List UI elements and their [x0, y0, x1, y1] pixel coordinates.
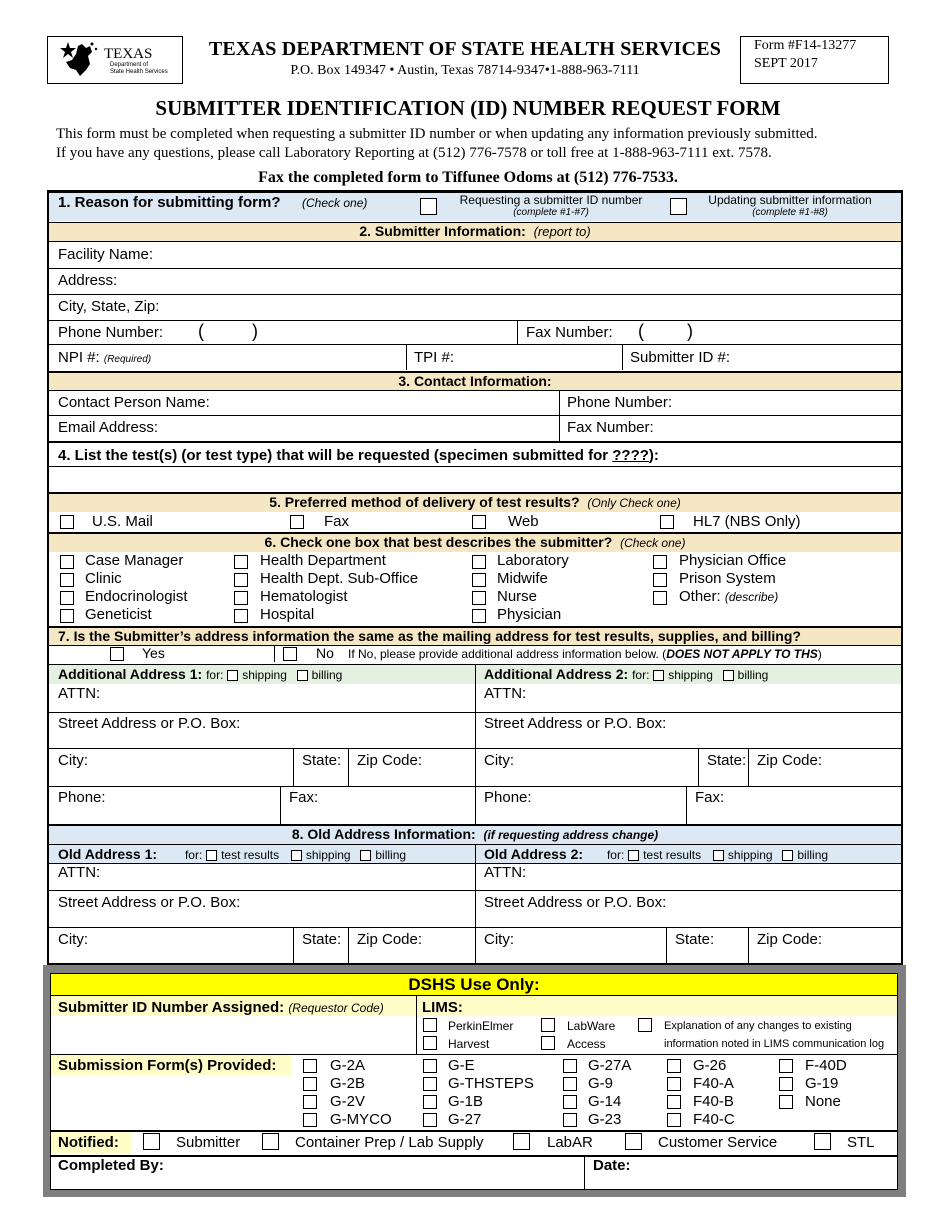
- type-health-dept-sub-checkbox[interactable]: [234, 573, 248, 587]
- addr2-zip-label: Zip Code:: [757, 752, 823, 769]
- type-health-dept-sub-label: Health Dept. Sub-Office: [260, 570, 419, 587]
- addr2-shipping-label: shipping: [668, 668, 713, 682]
- form-checkbox[interactable]: [303, 1059, 317, 1073]
- delivery-hl7-label: HL7 (NBS Only): [693, 513, 801, 530]
- section-4-title: [58, 447, 659, 464]
- old2-test-results-label: test results: [643, 848, 702, 862]
- divider: [49, 268, 901, 269]
- address-label: Address:: [58, 272, 118, 289]
- form-checkbox[interactable]: [667, 1095, 681, 1109]
- section-1-title: 1. Reason for submitting form?: [58, 194, 281, 211]
- old2-attn-label: ATTN:: [484, 864, 527, 881]
- type-hematologist-checkbox[interactable]: [234, 591, 248, 605]
- lims-explanation-line2: information noted in LIMS communication log: [664, 1038, 885, 1050]
- old2-shipping-checkbox[interactable]: [713, 850, 724, 861]
- notified-customer-service-checkbox[interactable]: [625, 1133, 642, 1150]
- divider: [293, 748, 294, 786]
- form-checkbox[interactable]: [303, 1077, 317, 1091]
- old2-title: [484, 846, 828, 862]
- addr1-for: for:: [206, 668, 224, 682]
- notified-stl-label: STL: [847, 1134, 875, 1151]
- phone-paren-open: (: [198, 321, 204, 341]
- divider: [49, 712, 901, 713]
- section-2-title: [49, 223, 901, 239]
- form-label: G-27: [448, 1111, 482, 1128]
- divider: [348, 748, 349, 786]
- addr1-shipping-label: shipping: [242, 668, 287, 682]
- section-2-note: (report to): [533, 224, 591, 239]
- old2-billing-checkbox[interactable]: [782, 850, 793, 861]
- same-address-no-note: [348, 647, 822, 661]
- form-label: G-19: [805, 1075, 839, 1092]
- addr1-city-label: City:: [58, 752, 88, 769]
- form-checkbox[interactable]: [303, 1113, 317, 1127]
- divider: [49, 415, 901, 416]
- same-address-no-label: No: [316, 645, 334, 661]
- same-address-no-checkbox[interactable]: [283, 647, 297, 661]
- divider: [49, 748, 901, 749]
- old1-billing-checkbox[interactable]: [360, 850, 371, 861]
- addr1-billing-checkbox[interactable]: [297, 670, 308, 681]
- contact-person-label: Contact Person Name:: [58, 394, 210, 411]
- form-label: G-E: [448, 1057, 475, 1074]
- old2-billing-label: billing: [797, 848, 829, 862]
- lims-label: LIMS:: [422, 999, 463, 1016]
- divider: [51, 1155, 897, 1157]
- type-other-label: [679, 588, 778, 605]
- form-label: G-2B: [330, 1075, 366, 1092]
- update-info-checkbox[interactable]: [670, 198, 687, 215]
- section-3-title: 3. Contact Information:: [398, 373, 552, 389]
- divider: [51, 1130, 897, 1132]
- divider: [49, 441, 901, 443]
- assigned-note: (Requestor Code): [288, 1001, 384, 1015]
- addr1-phone-label: Phone:: [58, 789, 106, 806]
- divider: [748, 927, 749, 964]
- intro-line-1: This form must be completed when requesting a submitter ID number or when updating any information previously submitted.: [56, 126, 818, 142]
- section-8-title-text: 8. Old Address Information:: [291, 826, 476, 842]
- divider: [293, 927, 294, 964]
- city-state-zip-label: City, State, Zip:: [58, 298, 160, 315]
- update-info-note: (complete #1-#8): [752, 207, 828, 218]
- addr2-phone-label: Phone:: [484, 789, 532, 806]
- form-label: G-26: [693, 1057, 727, 1074]
- form-checkbox[interactable]: [303, 1095, 317, 1109]
- divider: [698, 748, 699, 786]
- addr1-title-text: Additional Address 1:: [58, 666, 203, 682]
- divider: [274, 646, 275, 662]
- npi-label: [58, 349, 151, 366]
- divider: [475, 664, 476, 824]
- old2-street-label: Street Address or P.O. Box:: [484, 894, 667, 911]
- form-label: G-2A: [330, 1057, 366, 1074]
- notified-submitter-label: Submitter: [176, 1134, 241, 1151]
- lims-access-checkbox[interactable]: [541, 1036, 555, 1050]
- form-checkbox[interactable]: [563, 1059, 577, 1073]
- notified-submitter-checkbox[interactable]: [143, 1133, 160, 1150]
- assigned-label: [58, 999, 384, 1016]
- lims-perkinelmer-checkbox[interactable]: [423, 1018, 437, 1032]
- addr1-state-label: State:: [302, 752, 342, 769]
- addr1-shipping-checkbox[interactable]: [227, 670, 238, 681]
- same-address-yes-checkbox[interactable]: [110, 647, 124, 661]
- type-nurse-checkbox[interactable]: [472, 591, 486, 605]
- type-laboratory-label: Laboratory: [497, 552, 569, 569]
- section-7-title: 7. Is the Submitter’s address information the same as the mailing address for test results, supplies, and billing?: [58, 628, 801, 644]
- assigned-text: Submitter ID Number Assigned:: [58, 999, 285, 1016]
- no-note-c: ): [817, 647, 822, 661]
- phone-number-label: Phone Number:: [58, 324, 164, 341]
- form-label: None: [805, 1093, 841, 1110]
- section-2-title-text: 2. Submitter Information:: [359, 223, 526, 239]
- form-label: G-2V: [330, 1093, 366, 1110]
- form-label: G-1B: [448, 1093, 484, 1110]
- tpi-label: TPI #:: [414, 349, 455, 366]
- update-info-label: Updating submitter information: [708, 193, 872, 207]
- type-health-dept-checkbox[interactable]: [234, 555, 248, 569]
- section-4-text-q: ????: [612, 447, 649, 464]
- delivery-fax-label: Fax: [324, 513, 350, 530]
- section-6-title: [49, 534, 901, 550]
- form-checkbox[interactable]: [779, 1095, 793, 1109]
- divider: [280, 786, 281, 824]
- addr2-title-text: Additional Address 2:: [484, 666, 629, 682]
- intro-line-2: If you have any questions, please call Laboratory Reporting at (512) 776-7578 or toll free at 1-888-963-7111 ext. 7578.: [56, 145, 772, 161]
- lims-perkinelmer-label: PerkinElmer: [448, 1019, 514, 1033]
- addr1-billing-label: billing: [311, 668, 343, 682]
- logo-sub1: Department of: [110, 62, 149, 68]
- form-label: F-40D: [805, 1057, 847, 1074]
- notified-customer-service-label: Customer Service: [658, 1134, 778, 1151]
- type-endocrinologist-checkbox[interactable]: [60, 591, 74, 605]
- contact-phone-label: Phone Number:: [567, 394, 673, 411]
- type-other-note: (describe): [724, 590, 779, 604]
- section-5-title-text: 5. Preferred method of delivery of test results?: [269, 494, 580, 510]
- form-label: F40-B: [693, 1093, 734, 1110]
- fax-number-label: Fax Number:: [526, 324, 613, 341]
- type-physician-office-label: Physician Office: [679, 552, 787, 569]
- request-id-checkbox[interactable]: [420, 198, 437, 215]
- form-title: SUBMITTER IDENTIFICATION (ID) NUMBER REQUEST FORM: [155, 96, 781, 120]
- form-number: Form #F14-13277: [754, 38, 857, 53]
- npi-text: NPI #:: [58, 349, 100, 366]
- divider: [49, 294, 901, 295]
- type-midwife-checkbox[interactable]: [472, 573, 486, 587]
- addr2-for: for:: [632, 668, 650, 682]
- divider: [49, 466, 901, 467]
- old2-city-label: City:: [484, 931, 514, 948]
- type-physician-office-checkbox[interactable]: [653, 555, 667, 569]
- type-hospital-label: Hospital: [260, 606, 315, 623]
- delivery-web-label: Web: [508, 513, 539, 530]
- type-case-manager-checkbox[interactable]: [60, 555, 74, 569]
- form-checkbox[interactable]: [423, 1095, 437, 1109]
- addr1-zip-label: Zip Code:: [357, 752, 423, 769]
- type-other-text: Other:: [679, 588, 721, 605]
- addr1-fax-label: Fax:: [289, 789, 319, 806]
- delivery-hl7-checkbox[interactable]: [660, 515, 674, 529]
- form-checkbox[interactable]: [423, 1059, 437, 1073]
- logo-sub2: State Health Services: [110, 69, 168, 75]
- form-label: G-THSTEPS: [448, 1075, 534, 1092]
- star-logo-icon: [60, 40, 100, 80]
- section-6-note: (Check one): [620, 536, 686, 550]
- form-label: G-9: [588, 1075, 614, 1092]
- type-case-manager-label: Case Manager: [85, 552, 184, 569]
- date-label: Date:: [593, 1157, 631, 1174]
- form-checkbox[interactable]: [423, 1113, 437, 1127]
- type-physician-checkbox[interactable]: [472, 609, 486, 623]
- addr2-billing-checkbox[interactable]: [723, 670, 734, 681]
- type-endocrinologist-label: Endocrinologist: [85, 588, 188, 605]
- same-address-yes-label: Yes: [142, 645, 165, 661]
- addr2-street-label: Street Address or P.O. Box:: [484, 715, 667, 732]
- divider: [622, 344, 623, 370]
- type-nurse-label: Nurse: [497, 588, 538, 605]
- addr2-shipping-checkbox[interactable]: [653, 670, 664, 681]
- divider: [49, 863, 901, 864]
- fax-paren-open: (: [638, 321, 644, 341]
- section-4-text-b: ):: [648, 447, 659, 464]
- lims-explanation-checkbox[interactable]: [638, 1018, 652, 1032]
- divider: [49, 786, 901, 787]
- lims-explanation-line1: Explanation of any changes to existing: [664, 1020, 852, 1032]
- divider: [406, 344, 407, 370]
- notified-labar-checkbox[interactable]: [513, 1133, 530, 1150]
- old1-state-label: State:: [302, 931, 342, 948]
- old1-shipping-label: shipping: [305, 848, 351, 862]
- type-laboratory-checkbox[interactable]: [472, 555, 486, 569]
- type-physician-label: Physician: [497, 606, 562, 623]
- form-label: G-23: [588, 1111, 622, 1128]
- old1-title-text: Old Address 1:: [58, 846, 158, 862]
- divider: [348, 927, 349, 964]
- divider: [49, 320, 901, 321]
- fax-paren-close: ): [687, 321, 693, 341]
- old2-for: for:: [606, 848, 625, 862]
- old2-zip-label: Zip Code:: [757, 931, 823, 948]
- divider: [416, 996, 417, 1054]
- divider: [559, 391, 560, 441]
- request-id-label: Requesting a submitter ID number: [459, 193, 643, 207]
- old1-attn-label: ATTN:: [58, 864, 101, 881]
- type-other-checkbox[interactable]: [653, 591, 667, 605]
- addr2-state-label: State:: [707, 752, 747, 769]
- delivery-mail-label: U.S. Mail: [92, 513, 153, 530]
- type-prison-label: Prison System: [679, 570, 776, 587]
- notified-label: Notified:: [58, 1134, 119, 1151]
- notified-stl-checkbox[interactable]: [814, 1133, 831, 1150]
- divider: [584, 1156, 585, 1189]
- old2-shipping-label: shipping: [727, 848, 773, 862]
- form-checkbox[interactable]: [423, 1077, 437, 1091]
- delivery-mail-checkbox[interactable]: [60, 515, 74, 529]
- notified-labar-label: LabAR: [547, 1134, 593, 1151]
- agency-title: TEXAS DEPARTMENT OF STATE HEALTH SERVICES: [208, 38, 722, 60]
- submitter-id-label: Submitter ID #:: [630, 349, 731, 366]
- form-label: G-14: [588, 1093, 622, 1110]
- agency-address: P.O. Box 149347 • Austin, Texas 78714-9347•1-888-963-7111: [290, 63, 640, 78]
- notified-container-prep-label: Container Prep / Lab Supply: [295, 1134, 484, 1151]
- addr2-fax-label: Fax:: [695, 789, 725, 806]
- form-label: G-27A: [588, 1057, 632, 1074]
- form-checkbox[interactable]: [563, 1113, 577, 1127]
- addr2-attn-label: ATTN:: [484, 685, 527, 702]
- form-date: SEPT 2017: [754, 56, 818, 71]
- old1-test-results-label: test results: [221, 848, 280, 862]
- email-label: Email Address:: [58, 419, 159, 436]
- lims-access-label: Access: [567, 1037, 606, 1051]
- section-5-note: (Only Check one): [587, 496, 681, 510]
- phone-paren-close: ): [252, 321, 258, 341]
- lims-harvest-label: Harvest: [448, 1037, 490, 1051]
- lims-harvest-checkbox[interactable]: [423, 1036, 437, 1050]
- delivery-web-checkbox[interactable]: [472, 515, 486, 529]
- divider: [475, 844, 476, 964]
- section-8-note: (if requesting address change): [483, 828, 659, 842]
- section-5-title: [49, 494, 901, 510]
- type-clinic-checkbox[interactable]: [60, 573, 74, 587]
- fax-instruction: Fax the completed form to Tiffunee Odoms at (512) 776-7533.: [258, 169, 678, 186]
- old1-shipping-checkbox[interactable]: [291, 850, 302, 861]
- form-label: F40-A: [693, 1075, 734, 1092]
- lims-labware-checkbox[interactable]: [541, 1018, 555, 1032]
- section-8-title: [49, 826, 901, 842]
- form-checkbox[interactable]: [779, 1059, 793, 1073]
- type-geneticist-label: Geneticist: [85, 606, 152, 623]
- type-clinic-label: Clinic: [85, 570, 122, 587]
- old1-street-label: Street Address or P.O. Box:: [58, 894, 241, 911]
- form-checkbox[interactable]: [667, 1113, 681, 1127]
- form-checkbox[interactable]: [563, 1095, 577, 1109]
- old1-billing-label: billing: [375, 848, 407, 862]
- notified-container-prep-checkbox[interactable]: [262, 1133, 279, 1150]
- old1-for: for:: [184, 848, 203, 862]
- divider: [49, 890, 901, 891]
- addr2-city-label: City:: [484, 752, 514, 769]
- type-hospital-checkbox[interactable]: [234, 609, 248, 623]
- old1-zip-label: Zip Code:: [357, 931, 423, 948]
- section-4-text-a: 4. List the test(s) (or test type) that will be requested (specimen submitted for: [58, 447, 613, 464]
- type-health-dept-label: Health Department: [260, 552, 386, 569]
- forms-provided-label: Submission Form(s) Provided:: [58, 1057, 277, 1074]
- type-prison-checkbox[interactable]: [653, 573, 667, 587]
- npi-note: (Required): [103, 354, 152, 365]
- no-note-a: If No, please provide additional address information below. (: [348, 647, 667, 661]
- divider: [517, 320, 518, 344]
- old2-state-label: State:: [675, 931, 715, 948]
- divider: [666, 927, 667, 964]
- contact-fax-label: Fax Number:: [567, 419, 654, 436]
- section-6-title-text: 6. Check one box that best describes the submitter?: [264, 534, 613, 550]
- old2-title-text: Old Address 2:: [484, 846, 584, 862]
- form-checkbox[interactable]: [667, 1077, 681, 1091]
- section-1-note: (Check one): [302, 196, 368, 210]
- form-checkbox[interactable]: [779, 1077, 793, 1091]
- type-geneticist-checkbox[interactable]: [60, 609, 74, 623]
- divider: [49, 927, 901, 928]
- facility-name-label: Facility Name:: [58, 246, 154, 263]
- no-note-b: DOES NOT APPLY TO THS: [666, 647, 818, 661]
- old1-city-label: City:: [58, 931, 88, 948]
- form-checkbox[interactable]: [563, 1077, 577, 1091]
- dshs-title: DSHS Use Only:: [408, 975, 540, 994]
- divider: [748, 748, 749, 786]
- type-midwife-label: Midwife: [497, 570, 548, 587]
- addr2-title: [484, 666, 768, 682]
- old1-title: [58, 846, 406, 862]
- delivery-fax-checkbox[interactable]: [290, 515, 304, 529]
- texas-logo: [60, 40, 180, 80]
- form-checkbox[interactable]: [667, 1059, 681, 1073]
- type-hematologist-label: Hematologist: [260, 588, 348, 605]
- logo-text: TEXAS: [104, 46, 153, 62]
- old1-test-results-checkbox[interactable]: [206, 850, 217, 861]
- divider: [49, 344, 901, 345]
- addr1-street-label: Street Address or P.O. Box:: [58, 715, 241, 732]
- addr2-billing-label: billing: [737, 668, 769, 682]
- completed-by-label: Completed By:: [58, 1157, 164, 1174]
- divider: [686, 786, 687, 824]
- request-id-note: (complete #1-#7): [513, 207, 589, 218]
- form-label: F40-C: [693, 1111, 735, 1128]
- form-label: G-MYCO: [330, 1111, 392, 1128]
- addr1-attn-label: ATTN:: [58, 685, 101, 702]
- addr1-title: [58, 666, 342, 682]
- old2-test-results-checkbox[interactable]: [628, 850, 639, 861]
- lims-labware-label: LabWare: [567, 1019, 616, 1033]
